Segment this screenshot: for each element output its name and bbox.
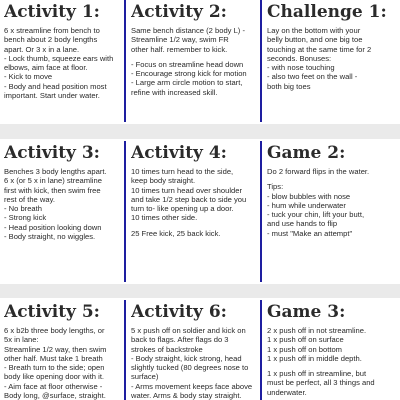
card-text-line: other half. remember to kick. <box>131 44 228 54</box>
card-text-line: 5x in lane: <box>4 335 39 345</box>
card-text-line: - tuck your chin, lift your butt, <box>267 210 365 220</box>
card-text-line: Lay on the bottom with your <box>267 26 361 35</box>
card-text-line: strokes of backstroke <box>131 344 203 354</box>
card-challenge-1 <box>267 0 398 122</box>
card-text-line: important. Start under water. <box>4 91 100 101</box>
card-text-line: and use hands to flip <box>267 219 338 229</box>
row-divider <box>0 124 400 139</box>
card-text-line: 25 Free kick, 25 back kick. <box>131 228 221 238</box>
card-text-line: water. Arms & body stay straight. <box>131 391 242 400</box>
card-text-line: - also two feet on the wall - <box>267 72 358 82</box>
card-text-line: - Body straight, no wiggles. <box>4 232 96 242</box>
card-text-line: body like opening door with it. <box>4 372 105 382</box>
card-text-line: - Aim face at floor otherwise - <box>4 381 103 391</box>
card-text-line: 1 x push off on surface <box>267 335 344 345</box>
card-text-line: - No breath <box>4 204 42 214</box>
column-divider <box>124 141 126 282</box>
card-text-line: back to flags. After flags do 3 <box>131 335 229 345</box>
card-text-line: slightly tucked (80 degrees nose to <box>131 363 249 373</box>
card-title: Game 3: <box>267 302 346 322</box>
card-activity-6 <box>131 300 257 400</box>
card-text-line: - must "Make an attempt" <box>267 228 353 238</box>
card-text-line: Streamline 1/2 way, swim FR <box>131 35 229 45</box>
card-text-line: - Encourage strong kick for motion <box>131 69 247 79</box>
card-text-line: 1 x push off on bottom <box>267 344 343 354</box>
card-text-line: first with kick, then swim free <box>4 185 101 195</box>
card-text-line: keep body straight. <box>131 176 196 186</box>
card-text-line: 1 x push off in middle depth. <box>267 353 362 363</box>
card-text-line: other half. Must take 1 breath <box>4 353 103 363</box>
card-text-line: 1 x push off in streamline, but <box>267 369 367 379</box>
activity-row-2 <box>0 141 400 282</box>
card-text-line: must be perfect, all 3 things and <box>267 378 375 388</box>
card-text-line: 6 x (or 5 x in lane) streamline <box>4 176 102 186</box>
column-divider <box>124 300 126 400</box>
card-text-line: refine with increased skill. <box>131 87 218 97</box>
card-text-line: apart. Or 3 x in a lane. <box>4 44 80 54</box>
card-title: Activity 2: <box>131 2 227 22</box>
card-text-line: 6 x streamline from bench to <box>4 26 100 35</box>
card-text-line: surface) <box>131 372 159 382</box>
card-activity-1 <box>4 0 120 122</box>
row-divider <box>0 284 400 298</box>
card-text-line: 2 x push off in not streamline. <box>267 326 367 335</box>
card-activity-2 <box>131 0 257 122</box>
card-text-line: 6 x b2b three body lengths, or <box>4 326 105 335</box>
card-text-line: - Head position looking down <box>4 222 102 232</box>
card-text-line: - Focus on streamline head down <box>131 59 244 69</box>
card-title: Activity 4: <box>131 143 227 163</box>
card-text-line: 10 times turn head to the side, <box>131 167 234 176</box>
card-text-line: bench about 2 body lengths <box>4 35 98 45</box>
card-text-line: 10 times turn head over shoulder <box>131 185 243 195</box>
card-text-line: - Arms movement keeps face above <box>131 381 253 391</box>
card-text-line: elbows, aim face at floor. <box>4 63 88 73</box>
card-text-line: - Body straight, kick strong, head <box>131 353 242 363</box>
activity-row-1 <box>0 0 400 122</box>
card-text-line: - Kick to move <box>4 72 53 82</box>
card-text-line: turn to- like opening up a door. <box>131 204 234 214</box>
card-text-line: - Body and head position most <box>4 81 107 91</box>
card-text-line: seconds. Bonuses: <box>267 53 332 63</box>
card-text-line: 10 times other side. <box>131 213 198 223</box>
card-title: Activity 6: <box>131 302 227 322</box>
card-text-line: Tips: <box>267 182 284 192</box>
card-text-line: Streamline 1/2 way, then swim <box>4 344 107 354</box>
card-title: Activity 1: <box>4 2 100 22</box>
column-divider <box>260 300 262 400</box>
card-text-line: Benches 3 body lengths apart. <box>4 167 107 176</box>
card-text-line: Same bench distance (2 body L) - <box>131 26 245 35</box>
card-text-line: - Lock thumb, squeeze ears with <box>4 53 114 63</box>
card-text-line: - hum while underwater <box>267 200 346 210</box>
card-text-line: and take 1/2 step back to side you <box>131 194 247 204</box>
card-title: Activity 3: <box>4 143 100 163</box>
card-title: Activity 5: <box>4 302 100 322</box>
card-title: Game 2: <box>267 143 346 163</box>
card-activity-5 <box>4 300 120 400</box>
card-text-line: rest of the way. <box>4 194 55 204</box>
card-text-line: both big toes <box>267 81 311 91</box>
card-text-line: 5 x push off on soldier and kick on <box>131 326 246 335</box>
card-activity-4 <box>131 141 257 282</box>
card-text-line: - with nose touching <box>267 63 335 73</box>
card-game-3 <box>267 300 398 400</box>
card-text-line: - Strong kick <box>4 213 47 223</box>
card-text-line: Do 2 forward flips in the water. <box>267 167 370 176</box>
column-divider <box>260 141 262 282</box>
card-text-line: - Large arm circle motion to start, <box>131 78 243 88</box>
activity-row-3 <box>0 300 400 400</box>
card-text-line: underwater. <box>267 387 307 397</box>
card-text-line: belly button, and one big toe <box>267 35 363 45</box>
card-text-line: Body long, @surface, straight. <box>4 391 106 400</box>
card-text-line: touching at the same time for 2 <box>267 44 372 54</box>
card-text-line: - blow bubbles with nose <box>267 191 351 201</box>
column-divider <box>124 0 126 122</box>
card-title: Challenge 1: <box>267 2 387 22</box>
card-game-2 <box>267 141 398 282</box>
card-activity-3 <box>4 141 120 282</box>
column-divider <box>260 0 262 122</box>
card-text-line: - Breath turn to the side; open <box>4 363 105 373</box>
